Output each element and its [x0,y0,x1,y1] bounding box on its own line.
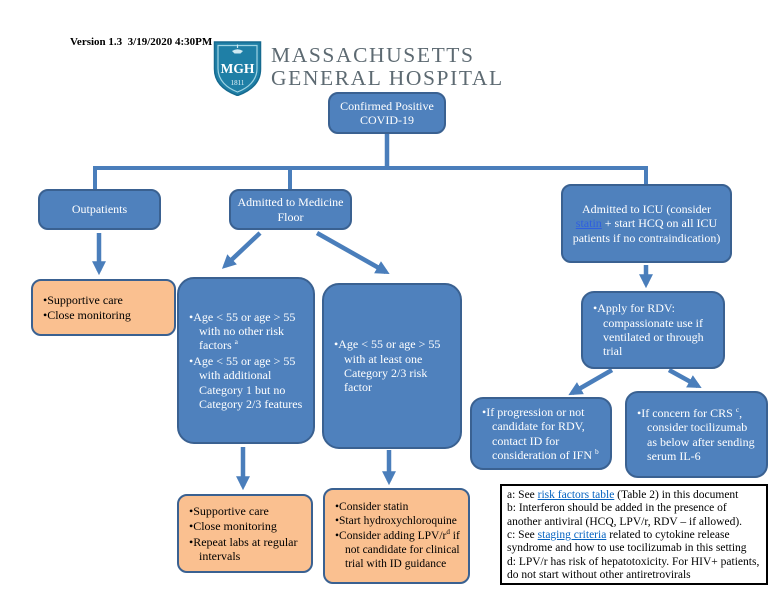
rdv-item: • Apply for RDV: compassionate use if ventilated or through trial [590,301,716,359]
floor-treatment-item1: • Consider statin [332,501,461,515]
floor-care-item: • Supportive care [186,504,304,518]
footnote-d-text: d: LPV/r has risk of hepatotoxicity. For HIV+ patients, do not start without other antiretrovirals [507,555,760,581]
crs-item [634,406,759,464]
node-icu-label [569,202,724,245]
footnote-c-pre: c: See [507,528,538,541]
footnote-c-post: related to cytokine release syndrome and how to use tocilizumab in this setting [507,528,747,555]
floor-care-item: • Close monitoring [186,519,304,533]
staging-criteria-link[interactable]: staging criteria [537,528,607,541]
node-medicine-floor [229,189,352,230]
outpatient-care-item: • Close monitoring [40,308,167,322]
footnote-ref-d: d [446,528,450,537]
footnote-ref-c: c [735,404,740,414]
floor-care-item: • Repeat labs at regular intervals [186,535,304,564]
node-floor-care [177,494,313,573]
icu-text-post: + start HCQ on all ICU patients if no contraindication) [572,216,721,245]
outpatient-care-item: • Supportive care [40,293,167,307]
risk-factors-table-link[interactable]: risk factors table [537,489,615,501]
node-ifn [470,397,612,470]
node-confirmed-positive-label: Confirmed Positive COVID-19 [340,98,434,127]
node-rdv [581,291,725,369]
footnote-a [507,489,761,502]
footnote-b-text: b: Interferon should be added in the presence of another antiviral (HCQ, LPV/r, RDV – if allowed). [507,502,743,528]
ifn-text: If progression or not candidate for RDV, contact ID for consideration of IFN [486,404,595,462]
mgh-shield-icon [213,40,262,96]
footnote-d [507,556,761,583]
footnote-b [507,502,761,529]
arrow-floor-highrisk [317,233,386,272]
floor-treatment-item3-post: if not candidate for clinical trial with ID guidance [345,530,460,570]
criteria-no-risk-item1-text: Age < 55 or age > 55 with no other risk factors [193,309,296,353]
hospital-name-line2: GENERAL HOSPITAL [271,66,504,91]
node-outpatient-care [31,279,176,336]
statin-link[interactable]: statin [575,216,602,231]
hospital-name [271,44,504,90]
arrow-floor-lowrisk [225,233,260,266]
version-label: Version 1.3 3/19/2020 4:30PM [70,36,213,48]
crs-text-pre: If concern for CRS [641,405,736,420]
footnotes-box [500,484,768,585]
ifn-item [479,405,603,463]
node-criteria-risk [322,283,462,449]
crs-text-post: , consider tocilizumab as below after sending serum IL-6 [647,405,755,463]
hospital-logo [213,40,504,96]
arrow-rdv-crs [669,370,698,386]
node-outpatients-label: Outpatients [71,202,128,217]
floor-treatment-item3-pre: Consider adding LPV/r [339,530,447,543]
floor-treatment-item2: • Start hydroxychloroquine [332,515,461,529]
node-medicine-floor-label: Admitted to Medicine Floor [237,195,344,224]
shield-acronym: MGH [220,61,255,76]
node-icu [561,184,732,263]
footnote-ref-a: a [234,337,238,347]
footnote-a-post: (Table 2) in this document [614,489,739,501]
footnote-a-pre: a: See [507,489,538,501]
node-criteria-no-risk [177,277,315,444]
footnote-c [507,529,761,556]
criteria-no-risk-item2: • Age < 55 or age > 55 with additional Category 1 but no Category 2/3 features [186,354,306,412]
arrow-rdv-ifn [572,370,612,393]
node-crs [625,391,768,478]
criteria-no-risk-item1 [186,310,306,353]
node-confirmed-positive [328,92,446,134]
floor-treatment-item3 [332,530,461,571]
criteria-risk-item1: • Age < 55 or age > 55 with at least one Category 2/3 risk factor [331,337,453,395]
footnote-ref-b: b [594,446,599,456]
icu-text-pre: Admitted to ICU (consider [582,201,711,216]
node-floor-treatment [323,488,470,584]
hospital-name-line1: MASSACHUSETTS [271,43,475,67]
shield-year: 1811 [230,79,245,87]
node-outpatients [38,189,161,230]
